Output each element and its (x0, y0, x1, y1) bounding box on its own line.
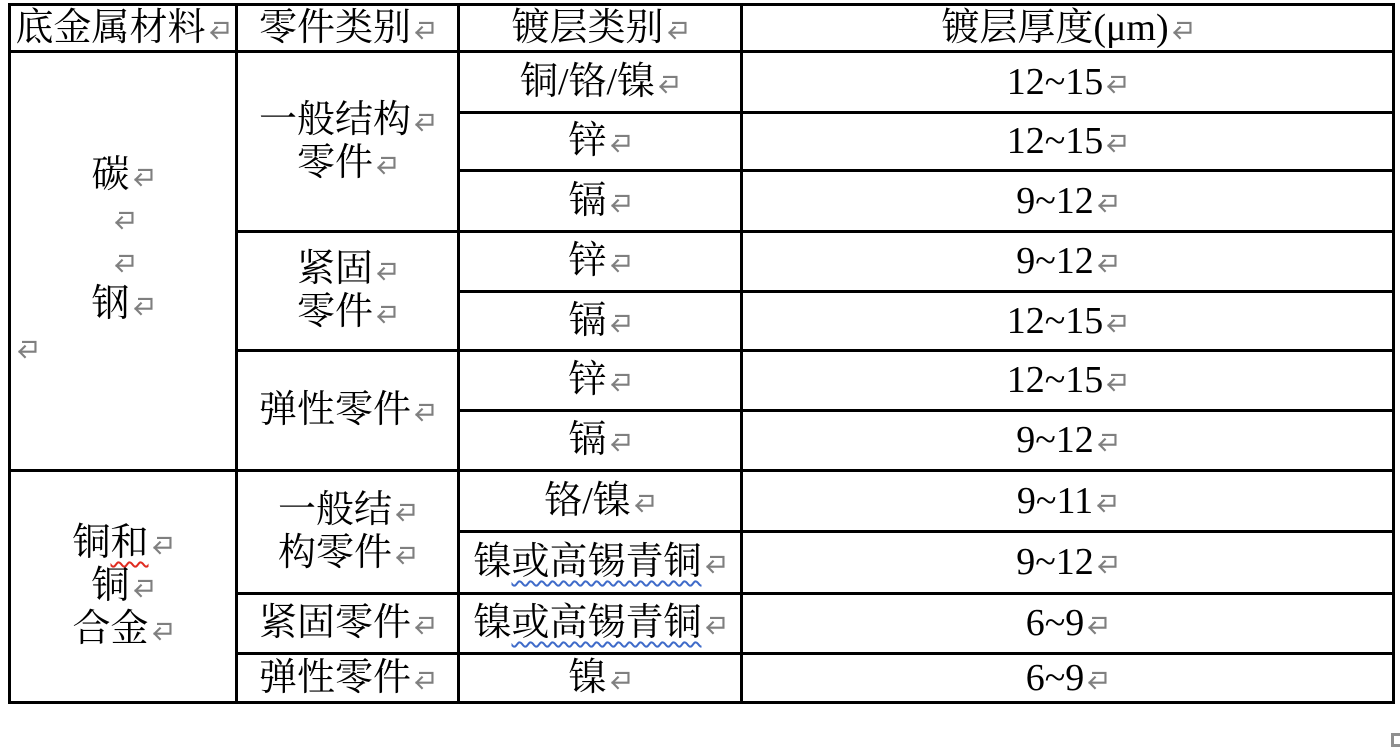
plating-label: 镉 (568, 179, 607, 222)
paragraph-mark-icon (609, 372, 632, 392)
paragraph-mark-icon (1105, 372, 1128, 392)
text-line (460, 120, 740, 163)
text-line (743, 120, 1392, 163)
text-line (238, 602, 457, 645)
thickness-value: 9~12 (1016, 179, 1094, 222)
header-cell-base-metal[interactable] (10, 5, 237, 52)
text-line (11, 7, 235, 50)
text-line (460, 240, 740, 283)
paragraph-mark-icon (151, 621, 174, 641)
header-plating-category-label: 镀层类别 (511, 6, 664, 49)
plating-label: 锌 (568, 240, 607, 282)
text-line (460, 300, 740, 343)
material-label: 碳 (91, 153, 130, 196)
cell-thickness-cs-4[interactable] (742, 232, 1394, 292)
text-line (460, 419, 740, 462)
paragraph-mark-icon (132, 578, 155, 598)
text-line (238, 142, 457, 185)
header-part-category-label: 零件类别 (258, 6, 411, 49)
empty-line (11, 240, 235, 283)
material-label: 合金 (72, 608, 149, 650)
thickness-value: 12~15 (1006, 120, 1104, 162)
paragraph-mark-icon (1096, 432, 1119, 452)
text-line (460, 7, 740, 50)
cell-plating-cs-5[interactable] (459, 292, 742, 351)
table-row (10, 52, 1394, 113)
text-line (743, 359, 1392, 402)
thickness-value: 9~12 (1016, 541, 1094, 583)
paragraph-mark-icon (208, 20, 231, 40)
thickness-value: 12~15 (1006, 60, 1104, 103)
paragraph-mark-icon (704, 615, 727, 635)
text-line (743, 61, 1392, 104)
cell-thickness-cs-3[interactable] (742, 171, 1394, 232)
thickness-value: 9~12 (1016, 419, 1094, 461)
header-row (10, 5, 1394, 52)
part-label: 紧固 (296, 248, 373, 290)
plating-label: 镍 (473, 541, 512, 583)
text-line (460, 359, 740, 402)
text-line (11, 608, 235, 651)
paragraph-mark-icon (375, 155, 398, 175)
paragraph-mark-icon (1096, 253, 1119, 273)
text-line (743, 541, 1392, 584)
paragraph-mark-icon (1171, 20, 1194, 40)
plating-label: 镍 (568, 656, 607, 699)
cell-thickness-cu-4[interactable] (742, 654, 1394, 703)
part-label: 零件 (296, 291, 373, 333)
paragraph-mark-icon (633, 493, 656, 513)
header-cell-plating-thickness[interactable] (742, 5, 1394, 52)
paragraph-mark-icon (1095, 493, 1118, 513)
cell-plating-cu-3[interactable] (459, 594, 742, 654)
text-line (238, 389, 457, 432)
paragraph-mark-icon (413, 402, 436, 422)
material-label: 钢 (91, 282, 130, 325)
cell-thickness-cu-2[interactable] (742, 532, 1394, 594)
cell-material-copper-alloy[interactable] (10, 471, 237, 703)
paragraph-mark-icon (413, 112, 436, 132)
cell-plating-cs-4[interactable] (459, 232, 742, 292)
material-label: 铜 (72, 522, 111, 564)
plating-label: 镍 (473, 602, 512, 644)
text-line (743, 657, 1392, 700)
thickness-value: 12~15 (1006, 299, 1104, 342)
plating-label: 铬/镍 (544, 479, 631, 522)
paragraph-mark-icon (657, 74, 680, 94)
plating-label: 镉 (568, 419, 607, 461)
cell-thickness-cs-2[interactable] (742, 113, 1394, 171)
paragraph-mark-icon (413, 615, 436, 635)
plating-label: 锌 (568, 359, 607, 401)
paragraph-mark-icon (113, 253, 136, 273)
cell-thickness-cs-1[interactable] (742, 52, 1394, 113)
cell-part-fastener-cs[interactable] (237, 232, 459, 351)
paragraph-mark-icon (132, 296, 155, 316)
thickness-value: 9~12 (1016, 240, 1094, 282)
cell-plating-cs-7[interactable] (459, 411, 742, 471)
empty-line-left (11, 326, 235, 369)
cell-part-elastic-cu[interactable] (237, 654, 459, 703)
paragraph-mark-icon (666, 20, 689, 40)
header-cell-part-category[interactable] (237, 5, 459, 52)
text-line (11, 154, 235, 197)
paragraph-mark-icon (413, 670, 436, 690)
paragraph-mark-icon (1086, 615, 1109, 635)
text-line (743, 300, 1392, 343)
part-label: 一般结构 (258, 98, 411, 141)
cell-part-fastener-cu[interactable] (237, 594, 459, 654)
plating-label: 镉 (568, 299, 607, 342)
paragraph-mark-icon (394, 545, 417, 565)
cell-material-carbon-steel[interactable] (10, 52, 237, 471)
plating-spec-table (8, 3, 1395, 704)
cell-plating-cs-6[interactable] (459, 351, 742, 411)
text-line (238, 248, 457, 291)
text-line (460, 61, 740, 104)
paragraph-mark-icon (375, 261, 398, 281)
cell-thickness-cu-3[interactable] (742, 594, 1394, 654)
paragraph-mark-icon (1105, 74, 1128, 94)
cell-plating-cs-2[interactable] (459, 113, 742, 171)
cell-thickness-cs-7[interactable] (742, 411, 1394, 471)
plating-label: 锌 (568, 120, 607, 162)
cell-plating-cs-1[interactable] (459, 52, 742, 113)
paragraph-mark-icon (609, 253, 632, 273)
header-cell-plating-category[interactable] (459, 5, 742, 52)
text-line (238, 657, 457, 700)
header-plating-thickness-label: 镀层厚度(μm) (941, 6, 1169, 49)
paragraph-mark-icon (609, 432, 632, 452)
empty-line (11, 197, 235, 240)
text-line (460, 480, 740, 523)
text-line (238, 532, 457, 575)
text-line (11, 522, 235, 565)
text-line (238, 7, 457, 50)
table-row (10, 471, 1394, 532)
text-line (743, 419, 1392, 462)
table-resize-handle[interactable] (1391, 733, 1400, 747)
text-line (11, 283, 235, 326)
paragraph-mark-icon (1105, 313, 1128, 333)
text-line (238, 291, 457, 334)
thickness-value: 6~9 (1025, 602, 1085, 644)
part-label: 弹性零件 (258, 656, 411, 699)
part-label: 零件 (296, 141, 373, 184)
cell-plating-cu-4[interactable] (459, 654, 742, 703)
paragraph-mark-icon (132, 167, 155, 187)
thickness-value: 12~15 (1006, 359, 1104, 401)
plating-label-grammar-flagged: 或高锡青铜 (511, 602, 702, 644)
part-label: 一般结 (277, 489, 392, 531)
cell-part-elastic-cs[interactable] (237, 351, 459, 471)
text-line (743, 602, 1392, 645)
part-label: 构零件 (277, 532, 392, 574)
paragraph-mark-icon (151, 535, 174, 555)
text-line (743, 240, 1392, 283)
paragraph-mark-icon (609, 313, 632, 333)
paragraph-mark-icon (609, 133, 632, 153)
thickness-value: 6~9 (1025, 656, 1085, 699)
paragraph-mark-icon (16, 339, 39, 359)
text-line (460, 602, 740, 645)
paragraph-mark-icon (704, 554, 727, 574)
cell-thickness-cs-6[interactable] (742, 351, 1394, 411)
paragraph-mark-icon (1105, 133, 1128, 153)
text-line (743, 7, 1392, 50)
part-label: 紧固零件 (258, 602, 411, 644)
text-line (743, 480, 1392, 523)
cell-thickness-cu-1[interactable] (742, 471, 1394, 532)
paragraph-mark-icon (1096, 193, 1119, 213)
paragraph-mark-icon (1086, 670, 1109, 690)
cell-plating-cu-1[interactable] (459, 471, 742, 532)
material-label: 铜 (91, 565, 130, 607)
cell-part-general-structural-cs[interactable] (237, 52, 459, 232)
text-line (743, 180, 1392, 223)
paragraph-mark-icon (1096, 554, 1119, 574)
text-line (11, 565, 235, 608)
paragraph-mark-icon (609, 193, 632, 213)
cell-plating-cu-2[interactable] (459, 532, 742, 594)
text-line (460, 541, 740, 584)
thickness-value: 9~11 (1016, 479, 1094, 522)
paragraph-mark-icon (113, 210, 136, 230)
text-line (460, 657, 740, 700)
cell-thickness-cs-5[interactable] (742, 292, 1394, 351)
paragraph-mark-icon (375, 304, 398, 324)
cell-plating-cs-3[interactable] (459, 171, 742, 232)
text-line (238, 99, 457, 142)
text-line (238, 489, 457, 532)
paragraph-mark-icon (609, 670, 632, 690)
plating-label: 铜/铬/镍 (519, 60, 656, 103)
material-label-spellcheck-flagged: 和 (110, 522, 149, 564)
text-line (460, 180, 740, 223)
cell-part-general-structural-cu[interactable] (237, 471, 459, 594)
part-label: 弹性零件 (258, 389, 411, 431)
plating-label-grammar-flagged: 或高锡青铜 (511, 541, 702, 583)
header-base-metal-label: 底金属材料 (15, 6, 206, 49)
paragraph-mark-icon (413, 20, 436, 40)
paragraph-mark-icon (394, 502, 417, 522)
